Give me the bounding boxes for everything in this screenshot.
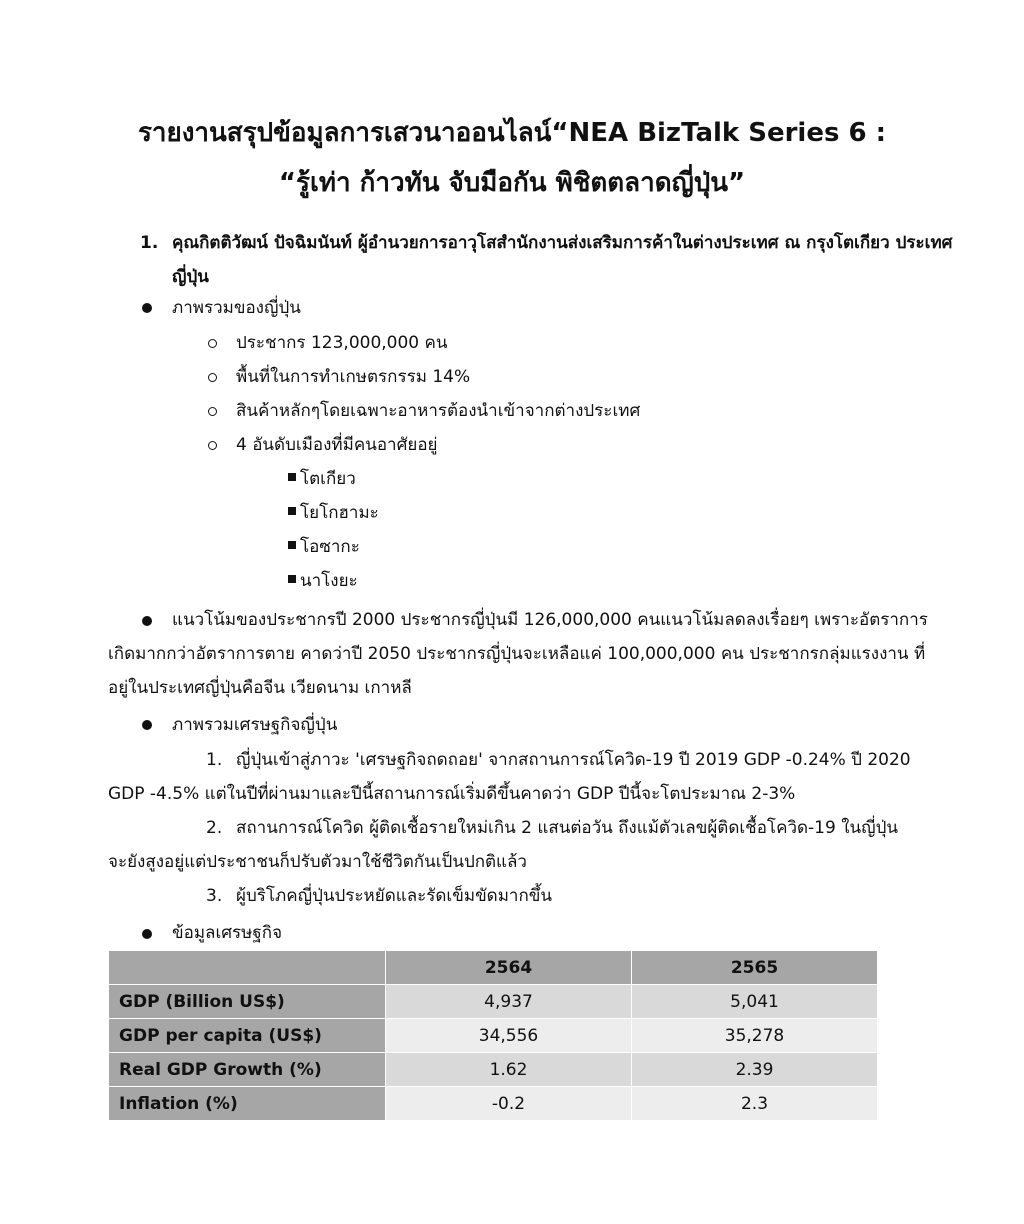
economy-point-number: 2. (206, 818, 223, 838)
document-title-line-2: “รู้เท่า ก้าวทัน จับมือกัน พิชิตตลาดญี่ปุ่น” (278, 168, 746, 198)
economy-point-line-1: ผู้บริโภคญี่ปุ่นประหยัดและรัดเข็มขัดมากขึ้น (236, 886, 553, 906)
economic-data-table (108, 950, 878, 1121)
economy-point-line-2: GDP -4.5% แต่ในปีที่ผ่านมาและปีนี้สถานการณ์เริ่มดีขึ้นคาดว่า GDP ปีนี้จะโตประมาณ 2-3% (108, 784, 796, 804)
table-header-cell: 2565 (632, 951, 878, 985)
overview-item: ประชากร 123,000,000 คน (236, 333, 448, 353)
overview-heading: ภาพรวมของญี่ปุ่น (172, 298, 301, 318)
square-bullet-icon (288, 575, 296, 583)
circle-bullet-icon (208, 441, 217, 450)
bullet-icon (142, 929, 152, 939)
table-row-label: Real GDP Growth (%) (109, 1053, 386, 1087)
table-cell: 35,278 (632, 1019, 878, 1053)
population-trend-line-2: เกิดมากกว่าอัตราการตาย คาดว่าปี 2050 ประชากรญี่ปุ่นจะเหลือแค่ 100,000,000 คน ประชากรกลุ่มแรงงาน ที่ (108, 644, 926, 664)
circle-bullet-icon (208, 373, 217, 382)
city-item: โตเกียว (300, 469, 356, 489)
city-item: นาโงยะ (300, 571, 358, 591)
bullet-icon (142, 616, 152, 626)
table-cell: 4,937 (386, 985, 632, 1019)
table-row (109, 1053, 878, 1087)
overview-item: สินค้าหลักๆโดยเฉพาะอาหารต้องนำเข้าจากต่างประเทศ (236, 401, 641, 421)
economy-point-line-1: สถานการณ์โควิด ผู้ติดเชื้อรายใหม่เกิน 2 แสนต่อวัน ถึงแม้ตัวเลขผู้ติดเชื้อโควิด-19 ในญี่ปุ่น (236, 818, 899, 838)
table-header-cell: 2564 (386, 951, 632, 985)
economy-point-line-2: จะยังสูงอยู่แต่ประชาชนก็ปรับตัวมาใช้ชีวิตกันเป็นปกติแล้ว (108, 852, 527, 872)
speaker-item (140, 226, 960, 294)
speaker-number: 1. (140, 233, 159, 253)
city-item: โยโกฮามะ (300, 503, 379, 523)
bullet-icon (142, 303, 152, 313)
square-bullet-icon (288, 541, 296, 549)
bullet-icon (142, 720, 152, 730)
speaker-text: คุณกิตติวัฒน์ ปัจฉิมนันท์ ผู้อำนวยการอาวุโสสำนักงานส่งเสริมการค้าในต่างประเทศ ณ กรุงโตเกียว ประเทศญี่ปุ่น (172, 233, 953, 287)
table-cell: -0.2 (386, 1087, 632, 1121)
table-cell: 1.62 (386, 1053, 632, 1087)
square-bullet-icon (288, 507, 296, 515)
table-cell: 5,041 (632, 985, 878, 1019)
overview-item: พื้นที่ในการทำเกษตรกรรม 14% (236, 367, 471, 387)
circle-bullet-icon (208, 407, 217, 416)
economy-point-line-1: ญี่ปุ่นเข้าสู่ภาวะ 'เศรษฐกิจถดถอย' จากสถานการณ์โควิด-19 ปี 2019 GDP -0.24% ปี 2020 (236, 750, 911, 770)
table-row-label: Inflation (%) (109, 1087, 386, 1121)
table-cell: 2.39 (632, 1053, 878, 1087)
document-title-line-1: รายงานสรุปข้อมูลการเสวนาออนไลน์“NEA BizTalk Series 6 : (137, 118, 887, 148)
economy-point-number: 1. (206, 750, 223, 770)
city-item: โอซากะ (300, 537, 360, 557)
table-header-cell (109, 951, 386, 985)
table-row (109, 985, 878, 1019)
table-row (109, 1019, 878, 1053)
table-row-label: GDP per capita (US$) (109, 1019, 386, 1053)
population-trend-line-3: อยู่ในประเทศญี่ปุ่นคือจีน เวียดนาม เกาหลี (108, 678, 412, 698)
economic-data-heading: ข้อมูลเศรษฐกิจ (172, 923, 283, 943)
circle-bullet-icon (208, 339, 217, 348)
table-row-label: GDP (Billion US$) (109, 985, 386, 1019)
table-header-row (109, 951, 878, 985)
overview-item: 4 อันดับเมืองที่มีคนอาศัยอยู่ (236, 435, 438, 455)
square-bullet-icon (288, 473, 296, 481)
table-cell: 34,556 (386, 1019, 632, 1053)
economy-point-number: 3. (206, 886, 223, 906)
table-row (109, 1087, 878, 1121)
table-cell: 2.3 (632, 1087, 878, 1121)
population-trend-line-1: แนวโน้มของประชากรปี 2000 ประชากรญี่ปุ่นมี 126,000,000 คนแนวโน้มลดลงเรื่อยๆ เพราะอัตราการ (172, 610, 928, 630)
economy-heading: ภาพรวมเศรษฐกิจญี่ปุ่น (172, 715, 338, 735)
